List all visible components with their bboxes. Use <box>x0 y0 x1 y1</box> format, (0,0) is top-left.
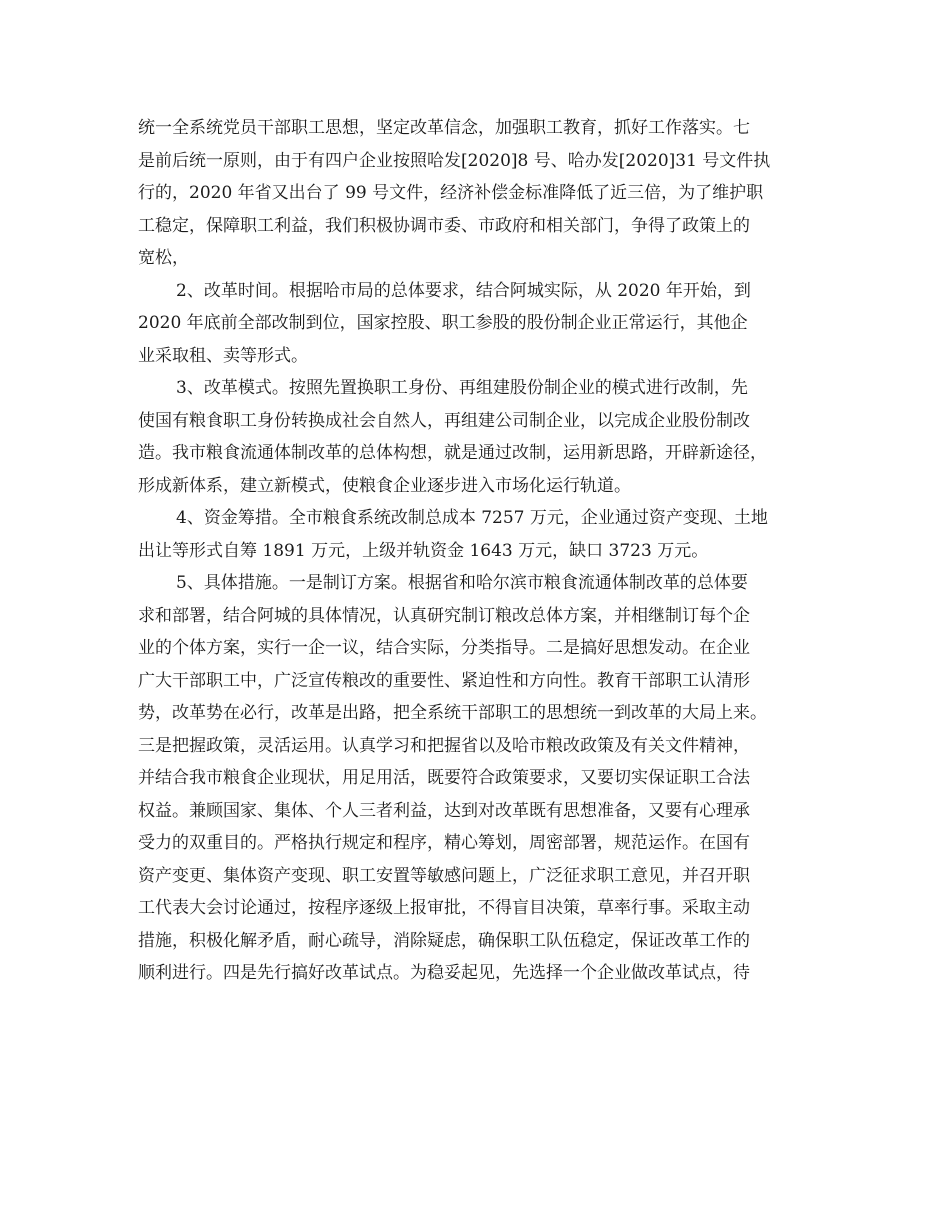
text-line: 2020 年底前全部改制到位，国家控股、职工参股的股份制企业正常运行，其他企 <box>138 313 748 333</box>
text-line: 统一全系统党员干部职工思想，坚定改革信念，加强职工教育，抓好工作落实。七 <box>138 118 750 138</box>
paragraph-5-measures <box>138 567 828 990</box>
text-line: 是前后统一原则，由于有四户企业按照哈发[2020]8 号、哈办发[2020]31 号文件执 <box>138 150 771 171</box>
text-line: 工代表大会讨论通过，按程序逐级上报审批，不得盲目决策，草率行事。采取主动 <box>138 898 750 918</box>
text-line: 业采取租、卖等形式。 <box>138 345 308 366</box>
paragraph-1 <box>138 112 828 275</box>
text-line: 3、改革模式。按照先置换职工身份、再组建股份制企业的模式进行改制，先 <box>176 378 748 398</box>
text-line: 形成新体系，建立新模式，使粮食企业逐步进入市场化运行轨道。 <box>138 475 631 496</box>
text-line: 势，改革势在必行，改革是出路，把全系统干部职工的思想统一到改革的大局上来。 <box>138 703 767 723</box>
text-line: 2、改革时间。根据哈市局的总体要求，结合阿城实际，从 2020 年开始，到 <box>176 280 751 301</box>
document-body <box>138 112 828 990</box>
text-line: 三是把握政策，灵活运用。认真学习和把握省以及哈市粮改政策及有关文件精神， <box>138 735 750 756</box>
paragraph-4-funding <box>138 502 828 567</box>
text-line: 并结合我市粮食企业现状，用足用活，既要符合政策要求，又要切实保证职工合法 <box>138 768 750 788</box>
text-line: 使国有粮食职工身份转换成社会自然人，再组建公司制企业，以完成企业股份制改 <box>138 410 750 431</box>
text-line: 广大干部职工中，广泛宣传粮改的重要性、紧迫性和方向性。教育干部职工认清形 <box>138 670 750 691</box>
paragraph-2-reform-timing <box>138 275 828 373</box>
text-line: 宽松， <box>138 248 189 268</box>
text-line: 工稳定，保障职工利益，我们积极协调市委、市政府和相关部门，争得了政策上的 <box>138 215 750 236</box>
text-line: 4、资金筹措。全市粮食系统改制总成本 7257 万元，企业通过资产变现、土地 <box>176 508 768 528</box>
text-line: 出让等形式自筹 1891 万元，上级并轨资金 1643 万元，缺口 3723 万元。 <box>138 540 709 561</box>
text-line: 措施，积极化解矛盾，耐心疏导，消除疑虑，确保职工队伍稳定，保证改革工作的 <box>138 930 750 951</box>
text-line: 业的个体方案，实行一企一议，结合实际，分类指导。二是搞好思想发动。在企业 <box>138 638 750 658</box>
text-line: 行的，2020 年省又出台了 99 号文件，经济补偿金标准降低了近三倍，为了维护职 <box>138 183 764 203</box>
text-line: 5、具体措施。一是制订方案。根据省和哈尔滨市粮食流通体制改革的总体要 <box>176 573 748 593</box>
text-line: 权益。兼顾国家、集体、个人三者利益，达到对改革既有思想准备，又要有心理承 <box>138 800 750 821</box>
text-line: 受力的双重目的。严格执行规定和程序，精心筹划，周密部署，规范运作。在国有 <box>138 833 750 853</box>
text-line: 求和部署，结合阿城的具体情况，认真研究制订粮改总体方案，并相继制订每个企 <box>138 605 750 626</box>
text-line: 资产变更、集体资产变现、职工安置等敏感问题上，广泛征求职工意见，并召开职 <box>138 865 750 886</box>
paragraph-3-reform-mode <box>138 372 828 502</box>
text-line: 造。我市粮食流通体制改革的总体构想，就是通过改制，运用新思路，开辟新途径， <box>138 443 767 463</box>
text-line: 顺利进行。四是先行搞好改革试点。为稳妥起见，先选择一个企业做改革试点，待 <box>138 963 750 983</box>
